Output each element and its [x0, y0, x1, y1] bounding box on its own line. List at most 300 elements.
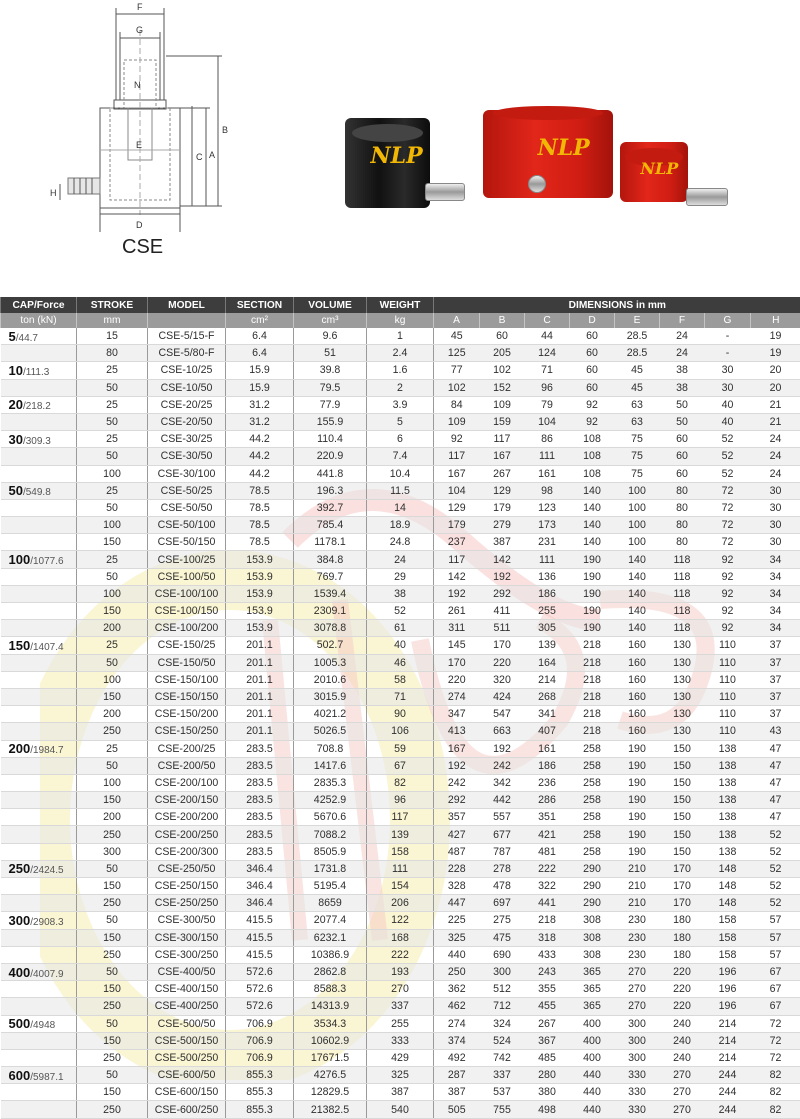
cell-f: 220	[660, 963, 705, 980]
cell-g: 138	[705, 740, 751, 757]
cell-section: 201.1	[226, 688, 294, 705]
cell-h: 47	[751, 809, 800, 826]
cell-c: 380	[525, 1084, 570, 1101]
cell-b: 275	[480, 912, 525, 929]
cell-d: 290	[570, 878, 615, 895]
logo-mark: NLP	[640, 159, 678, 178]
table-row	[1, 706, 800, 723]
cell-a: 125	[434, 345, 480, 362]
cell-d: 108	[570, 431, 615, 448]
table-row	[1, 1084, 800, 1101]
cell-g: 30	[705, 362, 751, 379]
cell-h: 47	[751, 774, 800, 791]
cell-e: 45	[615, 379, 660, 396]
cell-a: 325	[434, 929, 480, 946]
cell-a: 440	[434, 946, 480, 963]
cell-model: CSE-200/100	[148, 774, 226, 791]
cell-a: 492	[434, 1049, 480, 1066]
cell-d: 60	[570, 362, 615, 379]
cell-volume: 8659	[294, 895, 367, 912]
cell-model: CSE-250/150	[148, 878, 226, 895]
table-row	[1, 482, 800, 499]
cell-d: 60	[570, 379, 615, 396]
cell-h: 57	[751, 946, 800, 963]
cell-weight: 3.9	[367, 396, 434, 413]
dim-label-b: B	[222, 125, 228, 135]
cell-a: 228	[434, 860, 480, 877]
cell-volume: 155.9	[294, 413, 367, 430]
cell-a: 261	[434, 603, 480, 620]
cell-e: 100	[615, 499, 660, 516]
col-header-cap: CAP/Force	[1, 297, 77, 313]
cell-stroke: 200	[77, 620, 148, 637]
cell-c: 231	[525, 534, 570, 551]
cell-f: 240	[660, 1015, 705, 1032]
cell-e: 45	[615, 362, 660, 379]
cell-g: 138	[705, 809, 751, 826]
cell-e: 210	[615, 895, 660, 912]
cell-f: 270	[660, 1067, 705, 1084]
cell-weight: 106	[367, 723, 434, 740]
cell-f: 170	[660, 860, 705, 877]
cap-cell	[1, 551, 77, 568]
cell-c: 305	[525, 620, 570, 637]
cell-a: 167	[434, 465, 480, 482]
cell-stroke: 150	[77, 981, 148, 998]
cell-weight: 58	[367, 671, 434, 688]
table-row	[1, 465, 800, 482]
cell-c: 71	[525, 362, 570, 379]
cell-section: 31.2	[226, 396, 294, 413]
cell-a: 292	[434, 792, 480, 809]
cylinder-technical-drawing	[30, 0, 240, 265]
cell-weight: 337	[367, 998, 434, 1015]
cell-weight: 139	[367, 826, 434, 843]
dim-label-h: H	[50, 188, 57, 198]
cell-e: 75	[615, 465, 660, 482]
cell-a: 142	[434, 568, 480, 585]
dim-header-a: A	[434, 313, 480, 328]
cell-stroke: 100	[77, 671, 148, 688]
cell-weight: 255	[367, 1015, 434, 1032]
cap-ton: 50	[9, 483, 23, 498]
specification-table	[0, 297, 800, 1119]
cap-cell	[1, 671, 77, 688]
cell-model: CSE-10/25	[148, 362, 226, 379]
cell-f: 150	[660, 809, 705, 826]
cell-weight: 111	[367, 860, 434, 877]
cell-b: 337	[480, 1067, 525, 1084]
cell-a: 45	[434, 328, 480, 345]
cell-weight: 6	[367, 431, 434, 448]
cell-weight: 122	[367, 912, 434, 929]
cell-stroke: 150	[77, 1084, 148, 1101]
cell-g: 72	[705, 482, 751, 499]
cell-model: CSE-5/80-F	[148, 345, 226, 362]
cell-h: 52	[751, 826, 800, 843]
table-row	[1, 654, 800, 671]
cap-cell	[1, 431, 77, 448]
cell-section: 153.9	[226, 603, 294, 620]
cell-volume: 3534.3	[294, 1015, 367, 1032]
cell-weight: 206	[367, 895, 434, 912]
table-row	[1, 499, 800, 516]
cell-b: 478	[480, 878, 525, 895]
cell-volume: 12829.5	[294, 1084, 367, 1101]
cell-model: CSE-200/200	[148, 809, 226, 826]
cell-b: 512	[480, 981, 525, 998]
cell-h: 37	[751, 671, 800, 688]
cell-d: 308	[570, 912, 615, 929]
cell-model: CSE-150/250	[148, 723, 226, 740]
cap-cell	[1, 688, 77, 705]
cell-f: 118	[660, 568, 705, 585]
cell-g: 148	[705, 878, 751, 895]
cell-e: 330	[615, 1101, 660, 1118]
cell-e: 140	[615, 603, 660, 620]
cell-d: 218	[570, 706, 615, 723]
cell-volume: 4276.5	[294, 1067, 367, 1084]
cell-section: 153.9	[226, 620, 294, 637]
cell-weight: 82	[367, 774, 434, 791]
cell-volume: 1731.8	[294, 860, 367, 877]
cell-a: 92	[434, 431, 480, 448]
cell-d: 218	[570, 723, 615, 740]
cell-section: 201.1	[226, 654, 294, 671]
cell-f: 118	[660, 620, 705, 637]
col-header-model: MODEL	[148, 297, 226, 313]
cell-volume: 1417.6	[294, 757, 367, 774]
cell-section: 855.3	[226, 1084, 294, 1101]
cell-e: 100	[615, 517, 660, 534]
cell-b: 292	[480, 585, 525, 602]
cap-cell	[1, 757, 77, 774]
cell-c: 124	[525, 345, 570, 362]
cap-cell	[1, 499, 77, 516]
logo-mark: NLP	[371, 143, 423, 169]
cell-stroke: 50	[77, 568, 148, 585]
cell-volume: 5026.5	[294, 723, 367, 740]
cell-weight: 24.8	[367, 534, 434, 551]
cell-weight: 29	[367, 568, 434, 585]
cap-cell	[1, 998, 77, 1015]
cell-model: CSE-500/50	[148, 1015, 226, 1032]
cell-a: 287	[434, 1067, 480, 1084]
cell-e: 230	[615, 929, 660, 946]
cell-volume: 1539.4	[294, 585, 367, 602]
cell-h: 21	[751, 413, 800, 430]
cap-cell	[1, 1015, 77, 1032]
cell-g: 148	[705, 895, 751, 912]
table-row	[1, 878, 800, 895]
cell-d: 92	[570, 413, 615, 430]
cell-g: 110	[705, 688, 751, 705]
cell-f: 130	[660, 654, 705, 671]
cell-d: 440	[570, 1084, 615, 1101]
cell-g: 40	[705, 413, 751, 430]
cell-volume: 79.5	[294, 379, 367, 396]
cell-g: 110	[705, 637, 751, 654]
cell-stroke: 250	[77, 723, 148, 740]
cell-e: 140	[615, 620, 660, 637]
cell-volume: 502.7	[294, 637, 367, 654]
cell-g: 52	[705, 465, 751, 482]
cell-stroke: 25	[77, 362, 148, 379]
cell-f: 38	[660, 362, 705, 379]
cell-f: 60	[660, 465, 705, 482]
cell-h: 21	[751, 396, 800, 413]
cell-a: 129	[434, 499, 480, 516]
cell-model: CSE-250/50	[148, 860, 226, 877]
cell-section: 572.6	[226, 998, 294, 1015]
cell-f: 170	[660, 878, 705, 895]
cell-weight: 90	[367, 706, 434, 723]
cell-f: 38	[660, 379, 705, 396]
cell-h: 82	[751, 1101, 800, 1118]
cell-f: 118	[660, 603, 705, 620]
cell-b: 205	[480, 345, 525, 362]
cell-section: 15.9	[226, 379, 294, 396]
cell-d: 400	[570, 1032, 615, 1049]
cell-e: 160	[615, 654, 660, 671]
cell-c: 267	[525, 1015, 570, 1032]
cell-h: 82	[751, 1067, 800, 1084]
cell-h: 52	[751, 860, 800, 877]
cell-model: CSE-300/150	[148, 929, 226, 946]
cell-g: 92	[705, 585, 751, 602]
cell-model: CSE-200/50	[148, 757, 226, 774]
cell-g: 158	[705, 929, 751, 946]
cell-model: CSE-600/250	[148, 1101, 226, 1118]
cell-f: 130	[660, 688, 705, 705]
table-row	[1, 774, 800, 791]
cell-c: 139	[525, 637, 570, 654]
cell-volume: 9.6	[294, 328, 367, 345]
cap-kn: /44.7	[16, 333, 38, 344]
cell-model: CSE-100/150	[148, 603, 226, 620]
cell-section: 78.5	[226, 534, 294, 551]
table-row	[1, 620, 800, 637]
cell-g: 30	[705, 379, 751, 396]
cell-a: 145	[434, 637, 480, 654]
cap-cell	[1, 654, 77, 671]
cell-model: CSE-100/50	[148, 568, 226, 585]
cell-f: 130	[660, 706, 705, 723]
cell-section: 415.5	[226, 929, 294, 946]
cell-c: 318	[525, 929, 570, 946]
cell-e: 210	[615, 860, 660, 877]
col-header-volume: VOLUME	[294, 297, 367, 313]
cell-a: 104	[434, 482, 480, 499]
black-cylinder	[345, 118, 430, 208]
cell-d: 190	[570, 568, 615, 585]
cell-h: 37	[751, 688, 800, 705]
cell-model: CSE-50/50	[148, 499, 226, 516]
cell-section: 153.9	[226, 551, 294, 568]
cap-cell	[1, 1032, 77, 1049]
cell-h: 19	[751, 345, 800, 362]
cell-model: CSE-50/100	[148, 517, 226, 534]
cell-h: 24	[751, 465, 800, 482]
cap-cell	[1, 740, 77, 757]
cell-c: 322	[525, 878, 570, 895]
cell-e: 190	[615, 757, 660, 774]
cell-a: 167	[434, 740, 480, 757]
cell-a: 109	[434, 413, 480, 430]
cell-d: 258	[570, 740, 615, 757]
cap-cell	[1, 534, 77, 551]
table-row	[1, 1032, 800, 1049]
table-row	[1, 981, 800, 998]
cell-d: 258	[570, 792, 615, 809]
cell-h: 34	[751, 551, 800, 568]
cell-volume: 392.7	[294, 499, 367, 516]
cell-g: 110	[705, 706, 751, 723]
cap-cell	[1, 568, 77, 585]
cell-b: 192	[480, 740, 525, 757]
cell-g: 72	[705, 499, 751, 516]
cell-h: 19	[751, 328, 800, 345]
cell-volume: 196.3	[294, 482, 367, 499]
cell-c: 498	[525, 1101, 570, 1118]
cell-weight: 7.4	[367, 448, 434, 465]
cell-b: 342	[480, 774, 525, 791]
cell-f: 150	[660, 740, 705, 757]
cell-d: 258	[570, 774, 615, 791]
cell-stroke: 50	[77, 912, 148, 929]
cell-d: 290	[570, 895, 615, 912]
cell-h: 47	[751, 757, 800, 774]
cell-e: 28.5	[615, 328, 660, 345]
table-row	[1, 946, 800, 963]
cell-c: 433	[525, 946, 570, 963]
cell-c: 123	[525, 499, 570, 516]
cell-e: 28.5	[615, 345, 660, 362]
cell-f: 180	[660, 946, 705, 963]
cell-b: 387	[480, 534, 525, 551]
cell-f: 80	[660, 534, 705, 551]
cell-stroke: 150	[77, 688, 148, 705]
cell-g: 138	[705, 826, 751, 843]
cell-e: 100	[615, 534, 660, 551]
cell-weight: 67	[367, 757, 434, 774]
table-row	[1, 843, 800, 860]
cell-c: 455	[525, 998, 570, 1015]
cap-cell	[1, 448, 77, 465]
cell-f: 24	[660, 345, 705, 362]
cap-ton: 600	[9, 1068, 31, 1083]
table-row	[1, 637, 800, 654]
header-row	[1, 297, 800, 313]
cell-b: 442	[480, 792, 525, 809]
cell-a: 192	[434, 585, 480, 602]
cell-e: 190	[615, 740, 660, 757]
cell-section: 283.5	[226, 757, 294, 774]
cap-cell	[1, 413, 77, 430]
cell-c: 86	[525, 431, 570, 448]
cell-weight: 540	[367, 1101, 434, 1118]
cell-volume: 8505.9	[294, 843, 367, 860]
cell-c: 286	[525, 792, 570, 809]
cell-f: 50	[660, 396, 705, 413]
cell-section: 31.2	[226, 413, 294, 430]
cell-e: 140	[615, 585, 660, 602]
dim-label-n: N	[134, 80, 141, 90]
cell-model: CSE-20/25	[148, 396, 226, 413]
table-row	[1, 740, 800, 757]
cell-a: 274	[434, 688, 480, 705]
cell-a: 179	[434, 517, 480, 534]
cap-ton: 400	[9, 965, 31, 980]
cell-d: 140	[570, 517, 615, 534]
cell-e: 230	[615, 946, 660, 963]
table-row	[1, 431, 800, 448]
cell-h: 30	[751, 517, 800, 534]
cell-section: 153.9	[226, 585, 294, 602]
table-row	[1, 963, 800, 980]
cell-h: 72	[751, 1032, 800, 1049]
cell-f: 60	[660, 448, 705, 465]
cell-b: 524	[480, 1032, 525, 1049]
cell-stroke: 150	[77, 1032, 148, 1049]
cap-ton: 30	[9, 432, 23, 447]
cell-stroke: 100	[77, 774, 148, 791]
cell-weight: 158	[367, 843, 434, 860]
cell-d: 258	[570, 843, 615, 860]
cell-b: 242	[480, 757, 525, 774]
cell-volume: 110.4	[294, 431, 367, 448]
cell-e: 300	[615, 1032, 660, 1049]
cell-volume: 1005.3	[294, 654, 367, 671]
cap-cell	[1, 1067, 77, 1084]
col-header-stroke: STROKE	[77, 297, 148, 313]
cell-model: CSE-100/200	[148, 620, 226, 637]
cell-c: 186	[525, 585, 570, 602]
cell-model: CSE-30/25	[148, 431, 226, 448]
col-header-weight: WEIGHT	[367, 297, 434, 313]
cell-model: CSE-200/25	[148, 740, 226, 757]
cell-a: 487	[434, 843, 480, 860]
cell-weight: 387	[367, 1084, 434, 1101]
cell-weight: 117	[367, 809, 434, 826]
table-row	[1, 671, 800, 688]
cell-g: -	[705, 328, 751, 345]
cell-f: 240	[660, 1032, 705, 1049]
dim-label-c: C	[196, 152, 203, 162]
table-row	[1, 568, 800, 585]
cell-g: 148	[705, 860, 751, 877]
cell-g: 158	[705, 946, 751, 963]
cap-cell	[1, 345, 77, 362]
cell-b: 159	[480, 413, 525, 430]
cell-section: 706.9	[226, 1032, 294, 1049]
cell-model: CSE-50/150	[148, 534, 226, 551]
cap-cell	[1, 362, 77, 379]
cell-g: 92	[705, 551, 751, 568]
coupler-icon	[425, 183, 465, 201]
table-row	[1, 912, 800, 929]
cell-section: 572.6	[226, 963, 294, 980]
cell-f: 24	[660, 328, 705, 345]
cell-e: 190	[615, 843, 660, 860]
cell-weight: 11.5	[367, 482, 434, 499]
cell-stroke: 80	[77, 345, 148, 362]
cap-cell	[1, 929, 77, 946]
cell-section: 44.2	[226, 431, 294, 448]
cell-stroke: 25	[77, 551, 148, 568]
cell-g: 244	[705, 1067, 751, 1084]
cell-h: 43	[751, 723, 800, 740]
